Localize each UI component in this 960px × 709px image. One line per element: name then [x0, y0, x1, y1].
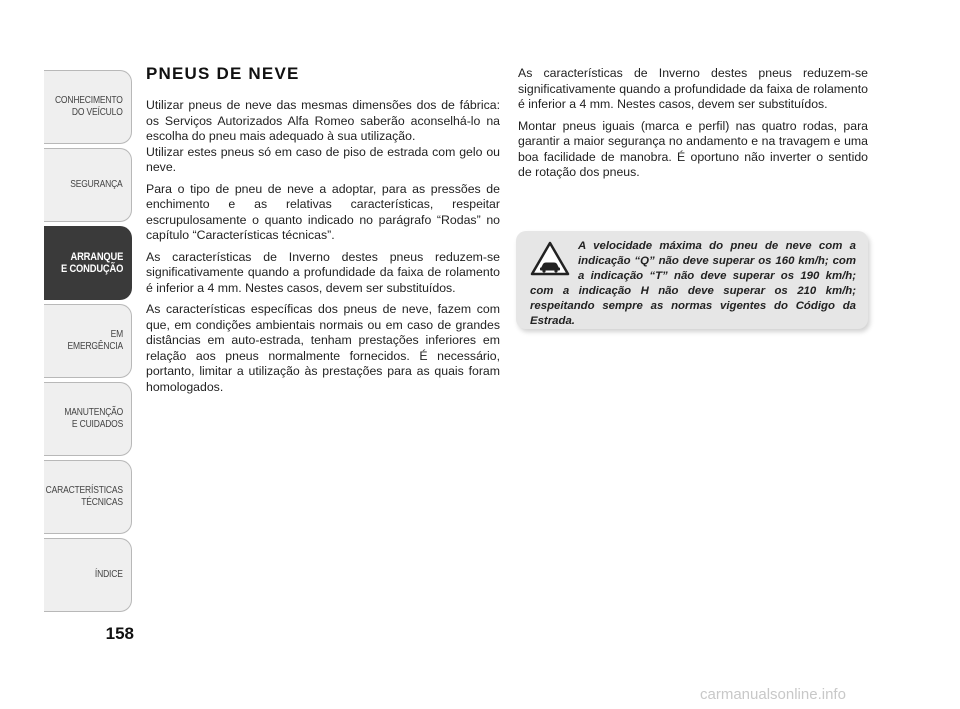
tab-label: ÍNDICE: [95, 569, 123, 580]
left-column: [146, 64, 500, 401]
tab-label: EM EMERGÊNCIA: [67, 329, 123, 352]
tab-label: ARRANQUE E CONDUÇÃO: [60, 251, 123, 275]
right-column: [518, 66, 868, 187]
chapter-sidebar: [44, 70, 134, 618]
paragraph: Montar pneus iguais (marca e perfil) nas quatro rodas, para garantir a maior segurança no andamento e na travagem e uma boa facilidade de manobra. É oportuno não inverter o sentido de rotação dos pneus.: [518, 118, 868, 179]
watermark: carmanualsonline.info: [700, 686, 846, 703]
tab-manutencao-e-cuidados[interactable]: [44, 382, 132, 456]
tab-label: SEGURANÇA: [70, 179, 123, 190]
tab-label: CONHECIMENTO DO VEÍCULO: [55, 95, 123, 118]
paragraph: Utilizar pneus de neve das mesmas dimensões dos de fábrica: os Serviços Autorizados Alfa Romeo saberão aconselhá-lo na escolha do pneu mais adequado à sua utilização.: [146, 98, 500, 143]
paragraph: As características específicas dos pneus de neve, fazem com que, em condições ambientais normais ou em caso de grandes distâncias em auto-estrada, tenham prestações inferiores em relação aos pneus normalmente fornecidos. É necessário, portanto, limitar a utilização às prestações para as quais foram homologados.: [146, 302, 500, 394]
warning-box: [516, 231, 868, 329]
tab-label: CARACTERÍSTICAS TÉCNICAS: [45, 485, 123, 508]
tab-arranque-e-conducao[interactable]: [44, 226, 132, 300]
section-title: PNEUS DE NEVE: [146, 64, 300, 83]
page-number: 158: [105, 624, 134, 643]
tab-em-emergencia[interactable]: [44, 304, 132, 378]
tab-indice[interactable]: [44, 538, 132, 612]
tab-caracteristicas-tecnicas[interactable]: [44, 460, 132, 534]
warning-text: A velocidade máxima do pneu de neve com a indicação “Q” não deve superar os 160 km/h; com a indicação “T” não deve superar os 190 km/h; com a indicação H não deve superar os 210 km/h; respeitando sempre as normas vigentes do Código da Estrada.: [530, 240, 856, 327]
tab-conhecimento-do-veiculo[interactable]: [44, 70, 132, 144]
car-warning-triangle-icon: [530, 241, 570, 277]
paragraph: As características de Inverno destes pneus reduzem-se significativamente quando a profundidade da faixa de rolamento é inferior a 4 mm. Nestes casos, devem ser substituídos.: [146, 249, 500, 295]
tab-seguranca[interactable]: [44, 148, 132, 222]
paragraph: As características de Inverno destes pneus reduzem-se significativamente quando a profundidade da faixa de rolamento é inferior a 4 mm. Nestes casos, devem ser substituídos.: [518, 66, 868, 111]
paragraph: Utilizar estes pneus só em caso de piso de estrada com gelo ou neve.: [146, 144, 500, 174]
paragraph: Para o tipo de pneu de neve a adoptar, para as pressões de enchimento e as relativas características, respeitar escrupulosamente o quanto indicado no parágrafo “Rodas” no capítulo “Características técnicas”.: [146, 181, 500, 242]
tab-label: MANUTENÇÃO E CUIDADOS: [64, 407, 123, 430]
